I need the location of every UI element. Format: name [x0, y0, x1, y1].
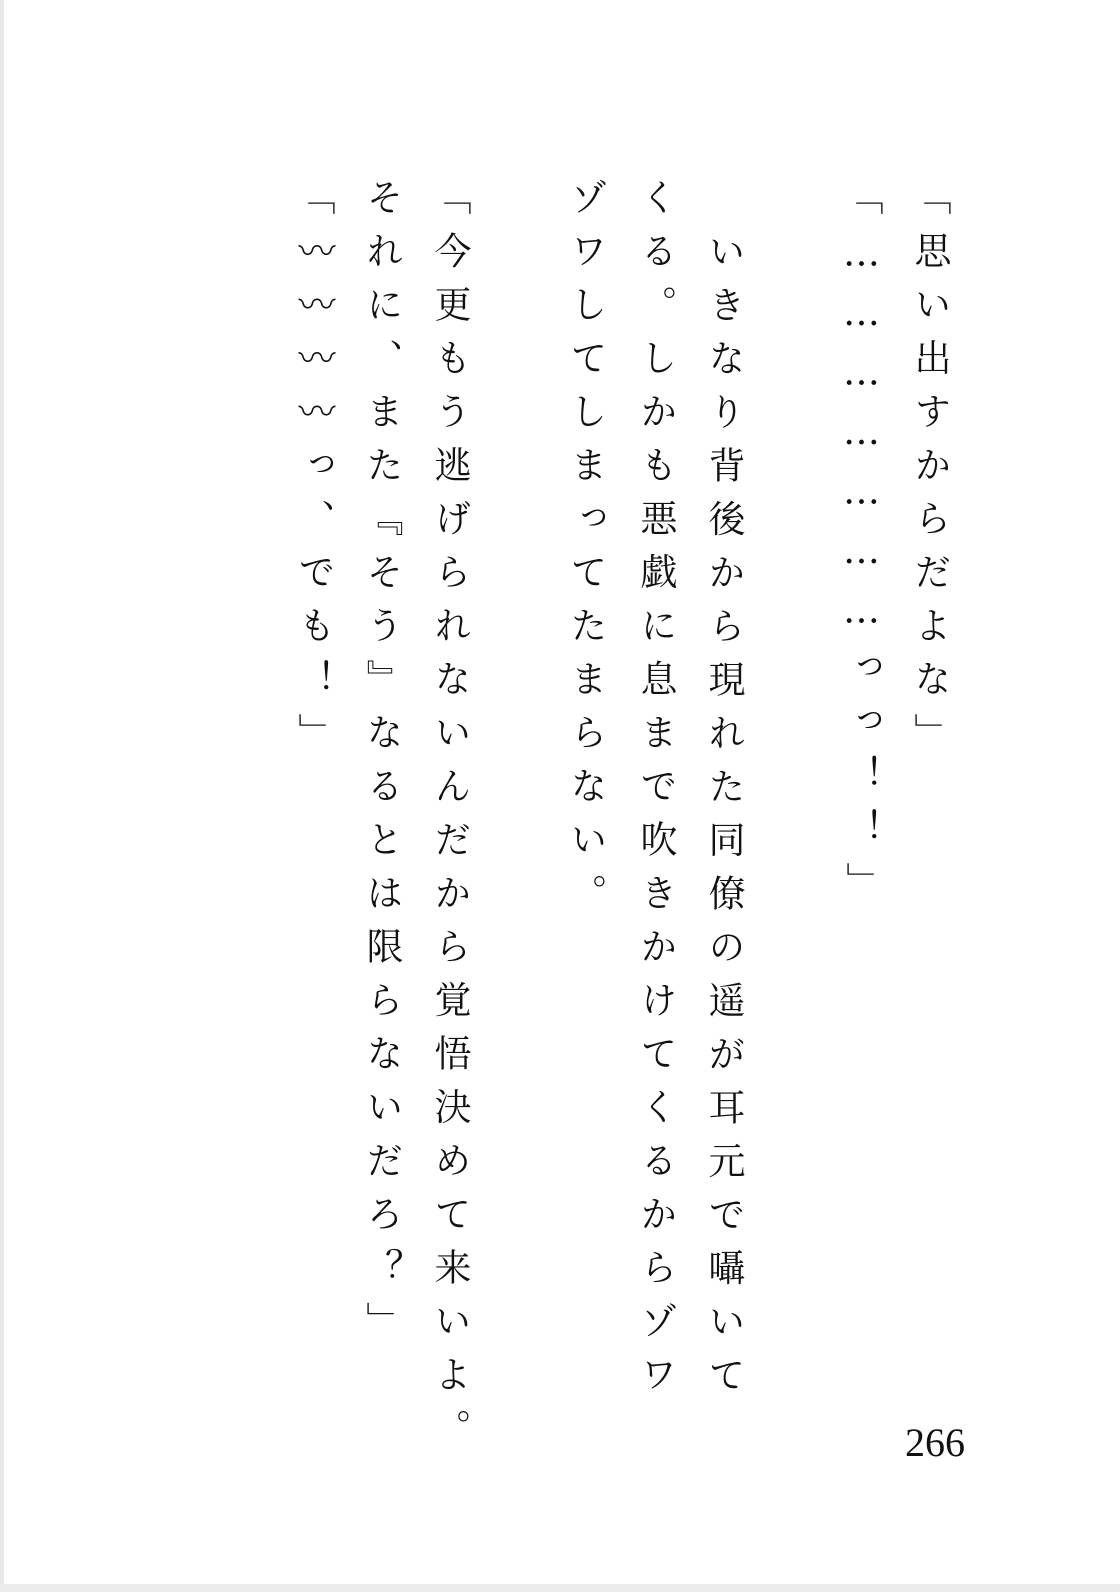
text-line-4: くる。しかも悪戯に息まで吹きかけてくるからゾワ: [634, 178, 677, 1409]
page-number: 266: [905, 1420, 965, 1465]
text-line-7: それに、また『そう』なるとは限らないだろ？」: [360, 178, 403, 1355]
text-line-5: ゾワしてしまってたまらない。: [564, 178, 607, 927]
text-line-1: 「思い出すからだよな」: [908, 178, 951, 767]
text-line-6: 「今更もう逃げられないんだから覚悟決めて来いよ。: [428, 178, 471, 1462]
page-edge-bottom: [0, 1584, 1120, 1592]
text-line-3: いきなり背後から現れた同僚の遥が耳元で囁いて: [702, 232, 745, 1409]
text-line-8: 「〰〰〰〰っ、でも！」: [292, 178, 335, 767]
page-edge-left: [0, 0, 4, 1592]
text-line-2: 「…………………っっ！！」: [840, 178, 883, 916]
